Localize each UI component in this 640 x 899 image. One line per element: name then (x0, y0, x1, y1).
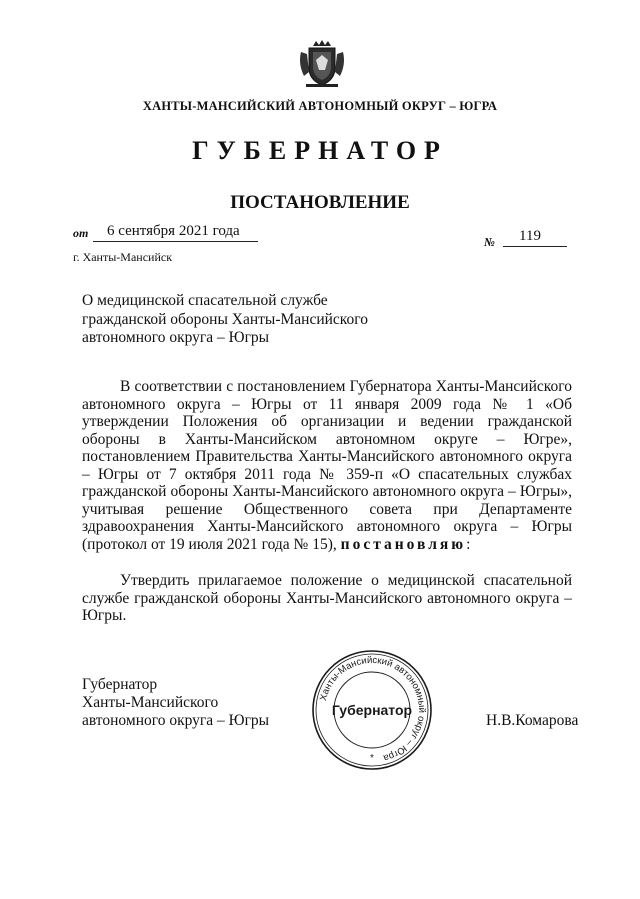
subject-line: гражданской обороны Ханты-Мансийского (82, 310, 369, 328)
subject-line: автономного округа – Югры (82, 329, 270, 346)
subject-line: О медицинской спасательной службе (82, 292, 328, 309)
region-name: ХАНТЫ-МАНСИЙСКИЙ АВТОНОМНЫЙ ОКРУГ – ЮГРА (142, 99, 498, 113)
date-field (93, 223, 258, 242)
preamble-end: : (466, 535, 471, 553)
signatory-line: автономного округа – Югры (82, 712, 270, 729)
seal-ring-text: Ханты-Мансийский автономный округ – Югра (317, 654, 428, 764)
body-paragraph-preamble (82, 378, 572, 553)
body-paragraph-resolution: Утвердить прилагаемое положение о медицинской спасательной службе гражданской обороны Ханты-Мансийского автономного округа – Югры. (82, 572, 572, 624)
seal-star-icon: * (370, 753, 374, 764)
document-type: ПОСТАНОВЛЕНИЕ (230, 192, 410, 213)
number-field (503, 228, 567, 247)
coat-of-arms-icon (296, 38, 348, 90)
preamble-text: В соответствии с постановлением Губернатора Ханты-Мансийского автономного округа – Югры от 11 января 2009 года № 1 «Об утверждении Положения об организации и ведении гражданской обороны в Ханты-Мансийском автономном округе – Югре», постановлением Правительства Ханты-Мансийского автономного округа – Югры от 7 октября 2011 года № 359-п «О спасательных службах гражданской обороны Ханты-Мансийского автономного округа – Югры», учитывая решение Общественного совета при Департаменте здравоохранения Ханты-Мансийского автономного округа – Югры (протокол от 19 июля 2021 года № 15), (82, 378, 572, 553)
seal-center-text: Губернатор (331, 702, 413, 718)
signatory-line: Ханты-Мансийского (82, 694, 219, 711)
signatory-name: Н.В.Комарова (486, 712, 579, 729)
number-value: 119 (519, 228, 541, 244)
decree-keyword: постановляю (340, 535, 467, 553)
number-prefix: № (484, 235, 495, 249)
date-prefix: от (73, 226, 89, 240)
document-subject (82, 292, 382, 348)
signatory-title (82, 676, 269, 730)
official-seal (310, 648, 434, 772)
date-value: 6 сентября 2021 года (107, 223, 240, 239)
governor-title: ГУБЕРНАТОР (192, 136, 448, 165)
city-name: г. Ханты-Мансийск (73, 250, 173, 264)
signatory-line: Губернатор (82, 676, 158, 693)
